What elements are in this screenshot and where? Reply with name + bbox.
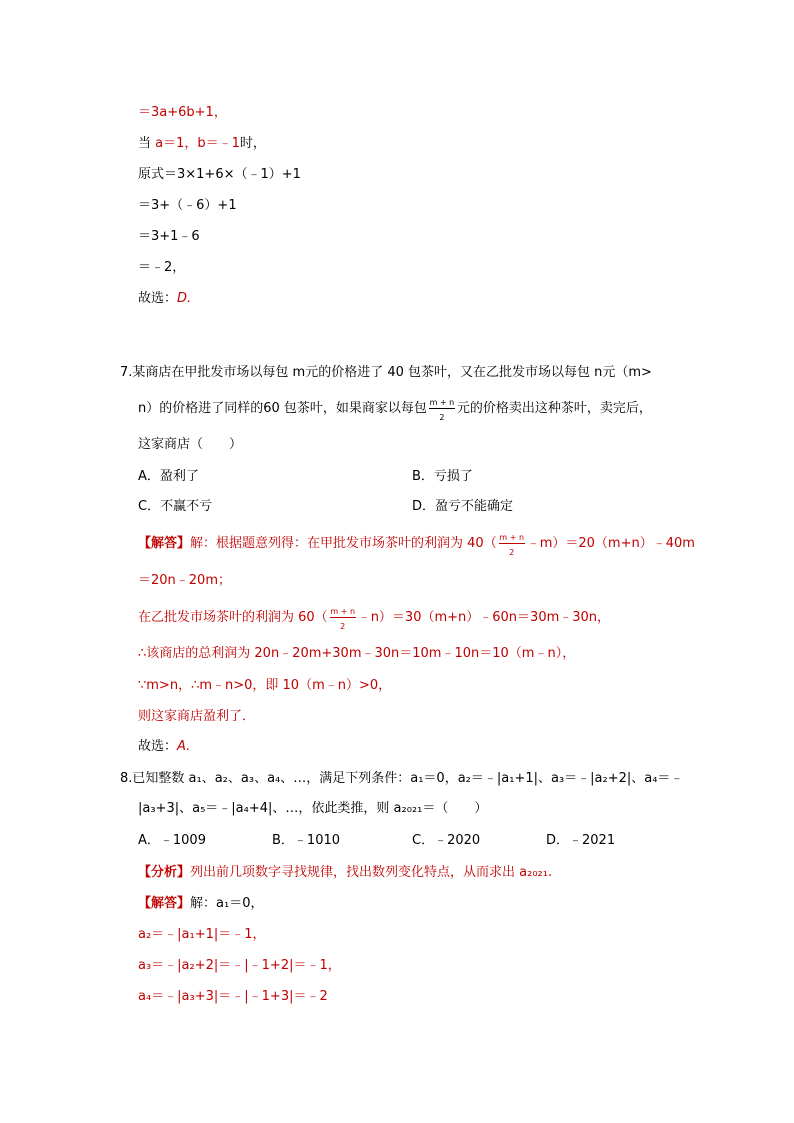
prev-solution-line-4: ＝3+（﹣6）+1	[138, 198, 237, 213]
q7-stem-text-end: 元的价格卖出这种茶叶，卖完后，	[456, 401, 652, 416]
analysis-text: 列出前几项数字寻找规律，找出数列变化特点，从而求出 a₂₀₂₁.	[190, 865, 553, 880]
q7-answer-line-2: ＝20n﹣20m；	[138, 573, 231, 588]
answer-text: 解：a₁＝0，	[190, 896, 264, 911]
fraction-denominator: 2	[340, 621, 346, 631]
answer-tag: 【解答】	[138, 896, 191, 911]
answer-text-end: ﹣m）＝20（m+n）﹣40m	[526, 536, 695, 551]
q8-answer-line-4: a₄＝﹣|a₃+3|＝﹣|﹣1+3|＝﹣2	[138, 989, 328, 1004]
q8-analysis	[138, 864, 552, 882]
answer-tag: 【解答】	[138, 536, 191, 551]
fraction-denominator: 2	[439, 412, 445, 422]
q7-answer-line-4: ∴该商店的总利润为 20n﹣20m+30m﹣30n＝10m﹣10n＝10（m﹣n），	[138, 646, 576, 661]
q7-stem-line-1: 7.某商店在甲批发市场以每包 m元的价格进了 40 包茶叶，又在乙批发市场以每包 n元（m>	[120, 365, 652, 380]
q7-answer-final	[138, 738, 190, 756]
prev-solution-line-3: 原式＝3×1+6×（﹣1）+1	[138, 167, 301, 182]
answer-value: A.	[177, 739, 191, 754]
q8-answer-line-2: a₂＝﹣|a₁+1|＝﹣1，	[138, 927, 266, 942]
q8-option-b: B．﹣1010	[272, 833, 341, 848]
q7-answer-line-1	[138, 532, 695, 557]
q7-stem-line-3: 这家商店（ ）	[138, 437, 243, 452]
answer-text-end: ﹣n）＝30（m+n）﹣60n＝30m﹣30n，	[357, 610, 611, 625]
answer-label: 故选：	[138, 291, 178, 306]
answer-value: D.	[177, 291, 192, 306]
analysis-tag: 【分析】	[138, 865, 191, 880]
prev-solution-line-5: ＝3+1﹣6	[138, 229, 200, 244]
q8-stem-line-2: |a₃+3|、a₅＝﹣|a₄+4|、…，依此类推，则 a₂₀₂₁＝（ ）	[138, 801, 488, 816]
q8-option-c: C．﹣2020	[412, 833, 481, 848]
q7-option-b: B．亏损了	[412, 469, 473, 484]
q7-answer-fraction-2	[328, 606, 358, 631]
q7-answer-line-5: ∵m>n，∴m﹣n>0，即 10（m﹣n）>0，	[138, 678, 392, 693]
fraction-denominator: 2	[509, 547, 515, 557]
q8-answer-line-3: a₃＝﹣|a₂+2|＝﹣|﹣1+2|＝﹣1，	[138, 958, 341, 973]
fraction-numerator: m + n	[330, 606, 356, 616]
q7-answer-fraction-1	[497, 532, 527, 557]
prev-solution-line-1: ＝3a+6b+1，	[138, 105, 227, 120]
q7-fraction	[427, 397, 457, 422]
q7-stem-line-2	[138, 397, 652, 422]
text-time: 时，	[239, 136, 266, 151]
q7-answer-line-3	[138, 606, 611, 631]
q8-option-d: D．﹣2021	[546, 833, 616, 848]
prev-solution-line-6: ＝﹣2，	[138, 260, 186, 275]
text-when: 当	[138, 136, 156, 151]
answer-text: 解：根据题意列得：在甲批发市场茶叶的利润为 40（	[190, 536, 497, 551]
prev-solution-line-2	[138, 135, 266, 153]
fraction-numerator: m + n	[499, 532, 525, 542]
q8-option-a: A．﹣1009	[138, 833, 206, 848]
fraction-numerator: m + n	[429, 397, 455, 407]
q7-stem-text: n）的价格进了同样的60 包茶叶，如果商家以每包	[138, 401, 427, 416]
q8-stem-line-1: 8.已知整数 a₁、a₂、a₃、a₄、…，满足下列条件：a₁＝0，a₂＝﹣|a₁+1|、a₃＝﹣|a₂+2|、a₄＝﹣	[120, 771, 684, 786]
q8-answer-line-1	[138, 895, 263, 913]
condition-values: a＝1，b＝﹣1	[155, 136, 240, 151]
prev-solution-answer	[138, 290, 191, 308]
q7-answer-line-6: 则这家商店盈利了．	[138, 709, 256, 724]
answer-text: 在乙批发市场茶叶的利润为 60（	[138, 610, 328, 625]
q7-option-a: A．盈利了	[138, 469, 199, 484]
answer-label: 故选：	[138, 739, 178, 754]
q7-option-d: D．盈亏不能确定	[412, 499, 514, 514]
q7-option-c: C．不赢不亏	[138, 499, 213, 514]
